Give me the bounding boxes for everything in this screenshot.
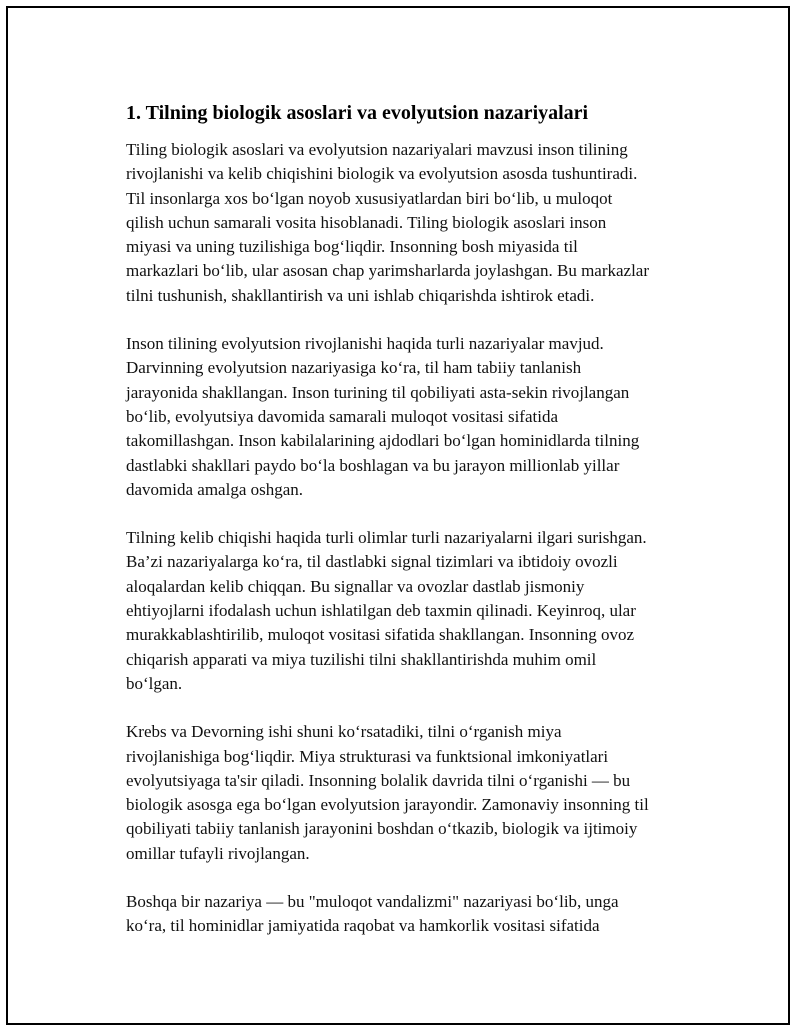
text-line: rivojlanishiga bog‘liqdir. Miya strukturasi va funktsional imkoniyatlari [126,746,609,766]
text-line: biologik asosga ega bo‘lgan evolyutsion jarayondir. Zamonaviy insonning til [126,795,649,815]
text-line: chiqarish apparati va miya tuzilishi tilni shakllantirishda muhim omil [126,649,597,669]
text-line: omillar tufayli rivojlangan. [126,843,310,863]
paragraphs-container [126,138,696,939]
text-line: Boshqa bir nazariya — bu "muloqot vandalizmi" nazariyasi bo‘lib, unga [126,892,619,912]
text-line: Krebs va Devorning ishi shuni ko‘rsatadiki, tilni o‘rganish miya [126,722,562,742]
section-title: 1. Tilning biologik asoslari va evolyutsion nazariyalari [126,102,589,124]
text-line: Tiling biologik asoslari va evolyutsion nazariyalari mavzusi inson tilining [126,140,628,159]
text-line: dastlabki shakllari paydo bo‘la boshlagan va bu jarayon millionlab yillar [126,455,620,475]
text-line: Inson tilining evolyutsion rivojlanishi haqida turli nazariyalar mavjud. [126,334,604,354]
text-line: Tilning kelib chiqishi haqida turli olimlar turli nazariyalarni ilgari surishgan. [126,528,647,548]
text-line: Til insonlarga xos bo‘lgan noyob xususiyatlardan biri bo‘lib, u muloqot [126,188,613,208]
paragraph [126,332,696,502]
paragraph [126,526,696,696]
text-line: Ba’zi nazariyalarga ko‘ra, til dastlabki signal tizimlari va ibtidoiy ovozli [126,552,618,572]
text-line: ehtiyojlarni ifodalash uchun ishlatilgan deb taxmin qilinadi. Keyinroq, ular [126,601,636,621]
text-line: qobiliyati tabiiy tanlanish jarayonini boshdan o‘tkazib, biologik va ijtimoiy [126,819,638,839]
text-line: tilni tushunish, shakllantirish va uni ishlab chiqarishda ishtirok etadi. [126,285,595,305]
paragraph [126,138,696,308]
text-line: rivojlanishi va kelib chiqishini biologik va evolyutsion asosda tushuntiradi. [126,164,638,184]
text-line: bo‘lib, evolyutsiya davomida samarali muloqot vositasi sifatida [126,406,559,426]
document-body [126,100,696,963]
text-line: evolyutsiyaga ta'sir qiladi. Insonning bolalik davrida tilni o‘rganishi — bu [126,770,631,790]
paragraph [126,890,696,939]
text-line: aloqalardan kelib chiqqan. Bu signallar va ovozlar dastlab jismoniy [126,576,585,596]
page-frame [6,6,790,1025]
text-line: Darvinning evolyutsion nazariyasiga ko‘ra, til ham tabiiy tanlanish [126,358,582,378]
paragraph [126,720,696,866]
text-line: miyasi va uning tuzilishiga bog‘liqdir. Insonning bosh miyasida til [126,237,578,257]
text-line: bo‘lgan. [126,673,183,693]
text-line: jarayonida shakllangan. Inson turining til qobiliyati asta-sekin rivojlangan [126,382,630,402]
text-line: takomillashgan. Inson kabilalarining ajdodlari bo‘lgan hominidlarda tilning [126,431,640,451]
text-line: qilish uchun samarali vosita hisoblanadi. Tiling biologik asoslari inson [126,212,607,232]
text-line: davomida amalga oshgan. [126,479,304,499]
text-line: murakkablashtirilib, muloqot vositasi sifatida shakllangan. Insonning ovoz [126,625,635,645]
text-line: ko‘ra, til hominidlar jamiyatida raqobat va hamkorlik vositasi sifatida [126,916,600,936]
text-line: markazlari bo‘lib, ular asosan chap yarimsharlarda joylashgan. Bu markazlar [126,261,650,281]
